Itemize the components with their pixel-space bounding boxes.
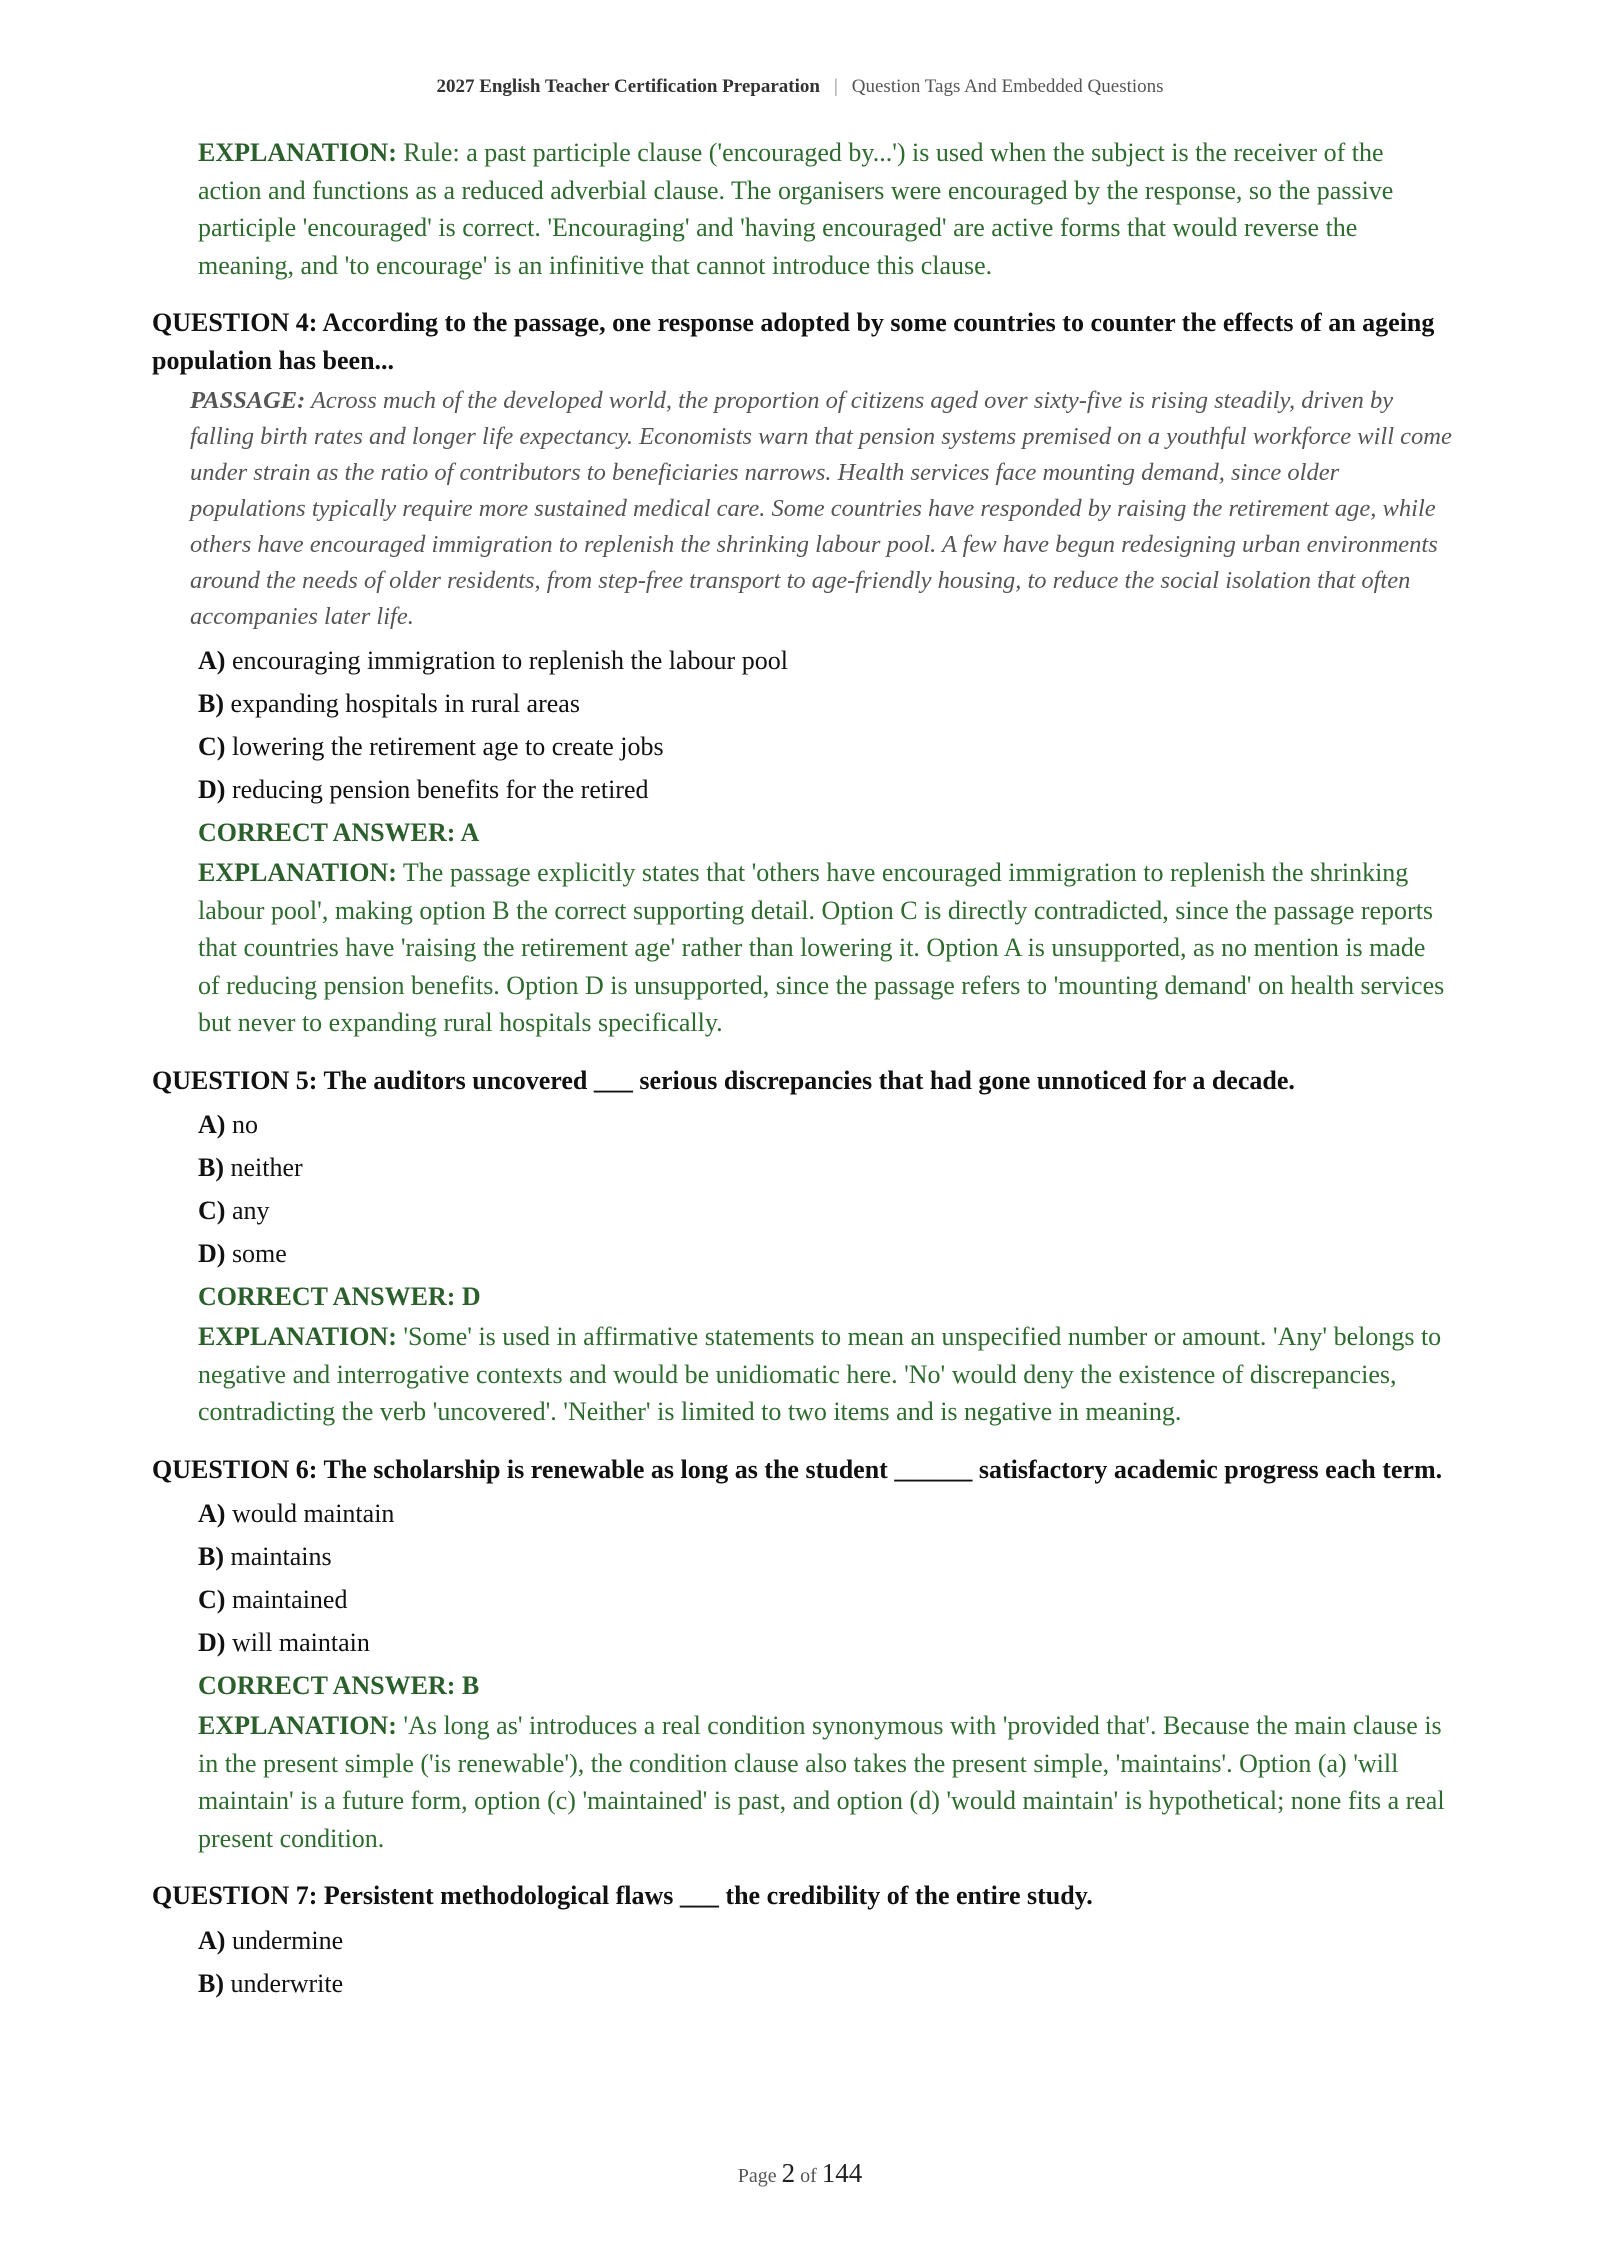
question-4-options: [198, 639, 1452, 811]
option-letter: B): [198, 1542, 224, 1571]
explanation-text: Rule: a past participle clause ('encouraged by...') is used when the subject is the receiver of the action and functions as a reduced adverbial clause. The organisers were encouraged by the response, so the passive participle 'encouraged' is correct. 'Encouraging' and 'having encouraged' are active forms that would reverse the meaning, and 'to encourage' is an infinitive that cannot introduce this clause.: [198, 138, 1394, 280]
option-a: [198, 1103, 1452, 1146]
total-pages: 144: [821, 2158, 863, 2188]
option-text: expanding hospitals in rural areas: [230, 689, 580, 718]
option-c: [198, 1189, 1452, 1232]
option-b: [198, 682, 1452, 725]
page-footer: [0, 2158, 1600, 2189]
page-header: [0, 76, 1600, 98]
explanation-text: The passage explicitly states that 'others have encouraged immigration to replenish the shrinking labour pool', making option B the correct supporting detail. Option C is directly contradicted, since the passage reports that countries have 'raising the retirement age' rather than lowering it. Option A is unsupported, as no mention is made of reducing pension benefits. Option D is unsupported, since the passage refers to 'mounting demand' on health services but never to expanding rural hospitals specifically.: [198, 858, 1445, 1037]
option-d: [198, 1621, 1452, 1664]
option-letter: C): [198, 732, 226, 761]
option-text: will maintain: [231, 1628, 370, 1657]
option-d: [198, 1232, 1452, 1275]
page-content: [152, 134, 1452, 2005]
option-letter: A): [198, 1925, 226, 1955]
option-text: neither: [230, 1153, 303, 1182]
option-b: [198, 1146, 1452, 1189]
question-6-explanation: [198, 1707, 1452, 1857]
option-letter: A): [198, 1110, 226, 1139]
of-word: of: [800, 2165, 817, 2187]
explanation-text: 'Some' is used in affirmative statements to mean an unspecified number or amount. 'Any' belongs to negative and interrogative contexts and would be unidiomatic here. 'No' would deny the existence of discrepancies, contradicting the verb 'uncovered'. 'Neither' is limited to two items and is negative in meaning.: [198, 1322, 1442, 1426]
option-text: encouraging immigration to replenish the labour pool: [231, 646, 788, 675]
question-4-explanation: [198, 854, 1452, 1042]
passage-label: PASSAGE:: [190, 387, 306, 414]
explanation-label: EXPLANATION:: [198, 1711, 397, 1740]
option-c: [198, 1578, 1452, 1621]
option-text: underwrite: [230, 1968, 344, 1998]
explanation-label: EXPLANATION:: [198, 138, 397, 167]
question-5-explanation: [198, 1318, 1452, 1431]
option-text: lowering the retirement age to create jobs: [231, 732, 664, 761]
option-text: any: [231, 1196, 270, 1225]
question-3-explanation: [198, 134, 1452, 284]
question-4-passage: [190, 383, 1452, 635]
option-letter: C): [198, 1196, 226, 1225]
header-separator: |: [833, 76, 838, 97]
option-text: reducing pension benefits for the retired: [231, 775, 649, 804]
option-b: [198, 1535, 1452, 1578]
option-text: maintained: [231, 1585, 348, 1614]
option-letter: D): [198, 775, 226, 804]
option-c: [198, 725, 1452, 768]
option-a: [198, 639, 1452, 682]
question-4-title: QUESTION 4: According to the passage, one response adopted by some countries to counter the effects of an ageing population has been...: [152, 308, 1435, 375]
option-letter: D): [198, 1628, 226, 1657]
option-a: [198, 1492, 1452, 1535]
question-6-correct-answer: CORRECT ANSWER: B: [198, 1671, 480, 1700]
question-5-correct-answer: CORRECT ANSWER: D: [198, 1282, 481, 1311]
option-letter: B): [198, 689, 224, 718]
option-a: [198, 1919, 1452, 1962]
page-word: Page: [737, 2165, 777, 2187]
question-6-title: QUESTION 6: The scholarship is renewable as long as the student ______ satisfactory academic progress each term.: [152, 1454, 1443, 1484]
option-letter: A): [198, 1499, 226, 1528]
option-text: undermine: [231, 1925, 344, 1955]
explanation-text: 'As long as' introduces a real condition synonymous with 'provided that'. Because the main clause is in the present simple ('is renewable'), the condition clause also takes the present simple, 'maintains'. Option (a) 'will maintain' is a future form, option (c) 'maintained' is past, and option (d) 'would maintain' is hypothetical; none fits a real present condition.: [198, 1711, 1445, 1853]
question-5-title: QUESTION 5: The auditors uncovered ___ serious discrepancies that had gone unnoticed for a decade.: [152, 1065, 1295, 1095]
passage-text: Across much of the developed world, the proportion of citizens aged over sixty-five is rising steadily, driven by falling birth rates and longer life expectancy. Economists warn that pension systems premised on a youthful workforce will come under strain as the ratio of contributors to beneficiaries narrows. Health services face mounting demand, since older populations typically require more sustained medical care. Some countries have responded by raising the retirement age, while others have encouraged immigration to replenish the shrinking labour pool. A few have begun redesigning urban environments around the needs of older residents, from step-free transport to age-friendly housing, to reduce the social isolation that often accompanies later life.: [190, 387, 1452, 630]
header-chapter-title: Question Tags And Embedded Questions: [851, 76, 1164, 97]
question-4-correct-answer: CORRECT ANSWER: A: [198, 818, 480, 847]
option-letter: B): [198, 1968, 224, 1998]
option-letter: A): [198, 646, 226, 675]
option-letter: B): [198, 1153, 224, 1182]
question-5-options: [198, 1103, 1452, 1275]
page-number: 2: [781, 2158, 796, 2188]
explanation-label: EXPLANATION:: [198, 858, 397, 887]
option-letter: C): [198, 1585, 226, 1614]
question-6-options: [198, 1492, 1452, 1664]
option-text: maintains: [230, 1542, 332, 1571]
option-text: some: [231, 1239, 287, 1268]
question-7-title: QUESTION 7: Persistent methodological flaws ___ the credibility of the entire study.: [152, 1881, 1093, 1910]
explanation-label: EXPLANATION:: [198, 1322, 397, 1351]
option-text: no: [231, 1110, 258, 1139]
option-text: would maintain: [231, 1499, 395, 1528]
header-book-title: 2027 English Teacher Certification Preparation: [436, 76, 820, 97]
option-letter: D): [198, 1239, 226, 1268]
question-7-options: [198, 1919, 1452, 2005]
option-d: [198, 768, 1452, 811]
option-b: [198, 1962, 1452, 2005]
